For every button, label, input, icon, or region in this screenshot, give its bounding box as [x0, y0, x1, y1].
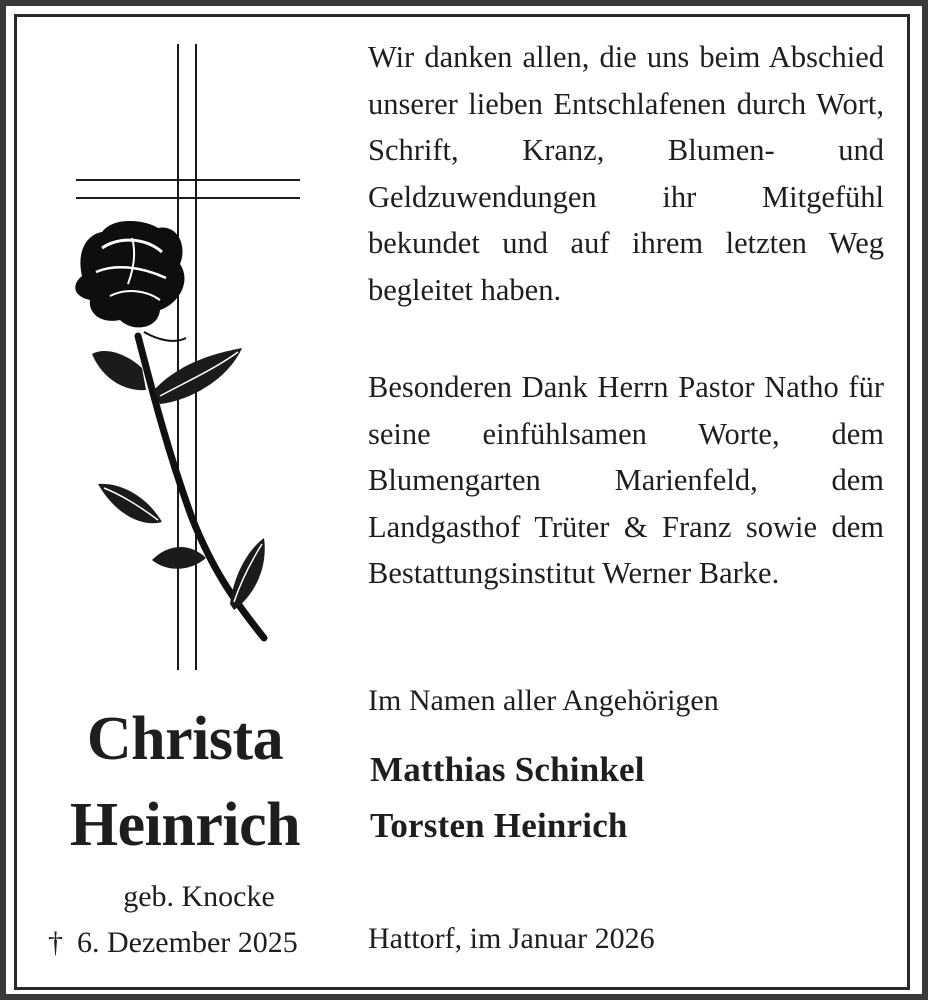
signatory-2: Torsten Heinrich [370, 806, 628, 845]
rose-icon [75, 221, 264, 638]
cross-and-rose-illustration [62, 38, 322, 678]
thanks-paragraph: Wir danken allen, die uns beim Abschied unserer lieben Entschlafenen durch Wort, Schrift, Kranz, Blumen- und Geldzuwendungen ihr Mitgefühl bekundet und auf ihrem letzten Weg begleitet haben. [368, 40, 884, 307]
signoff-line: Im Namen aller Angehörigen [368, 684, 719, 717]
place-and-date: Hattorf, im Januar 2026 [368, 922, 655, 955]
death-cross-symbol: † [48, 926, 63, 959]
deceased-last-name: Heinrich [69, 791, 301, 859]
birth-name: geb. Knocke [123, 880, 275, 913]
deceased-first-name: Christa [86, 705, 284, 773]
signatory-1: Matthias Schinkel [370, 750, 645, 789]
special-thanks-paragraph: Besonderen Dank Herrn Pastor Natho für seine einfühlsamen Worte, dem Blumengarten Marienfeld, dem Landgasthof Trüter & Franz sowie dem Bestattungsinstitut Werner Barke. [368, 370, 884, 590]
death-date: 6. Dezember 2025 [77, 926, 298, 959]
death-date-line [48, 926, 298, 960]
